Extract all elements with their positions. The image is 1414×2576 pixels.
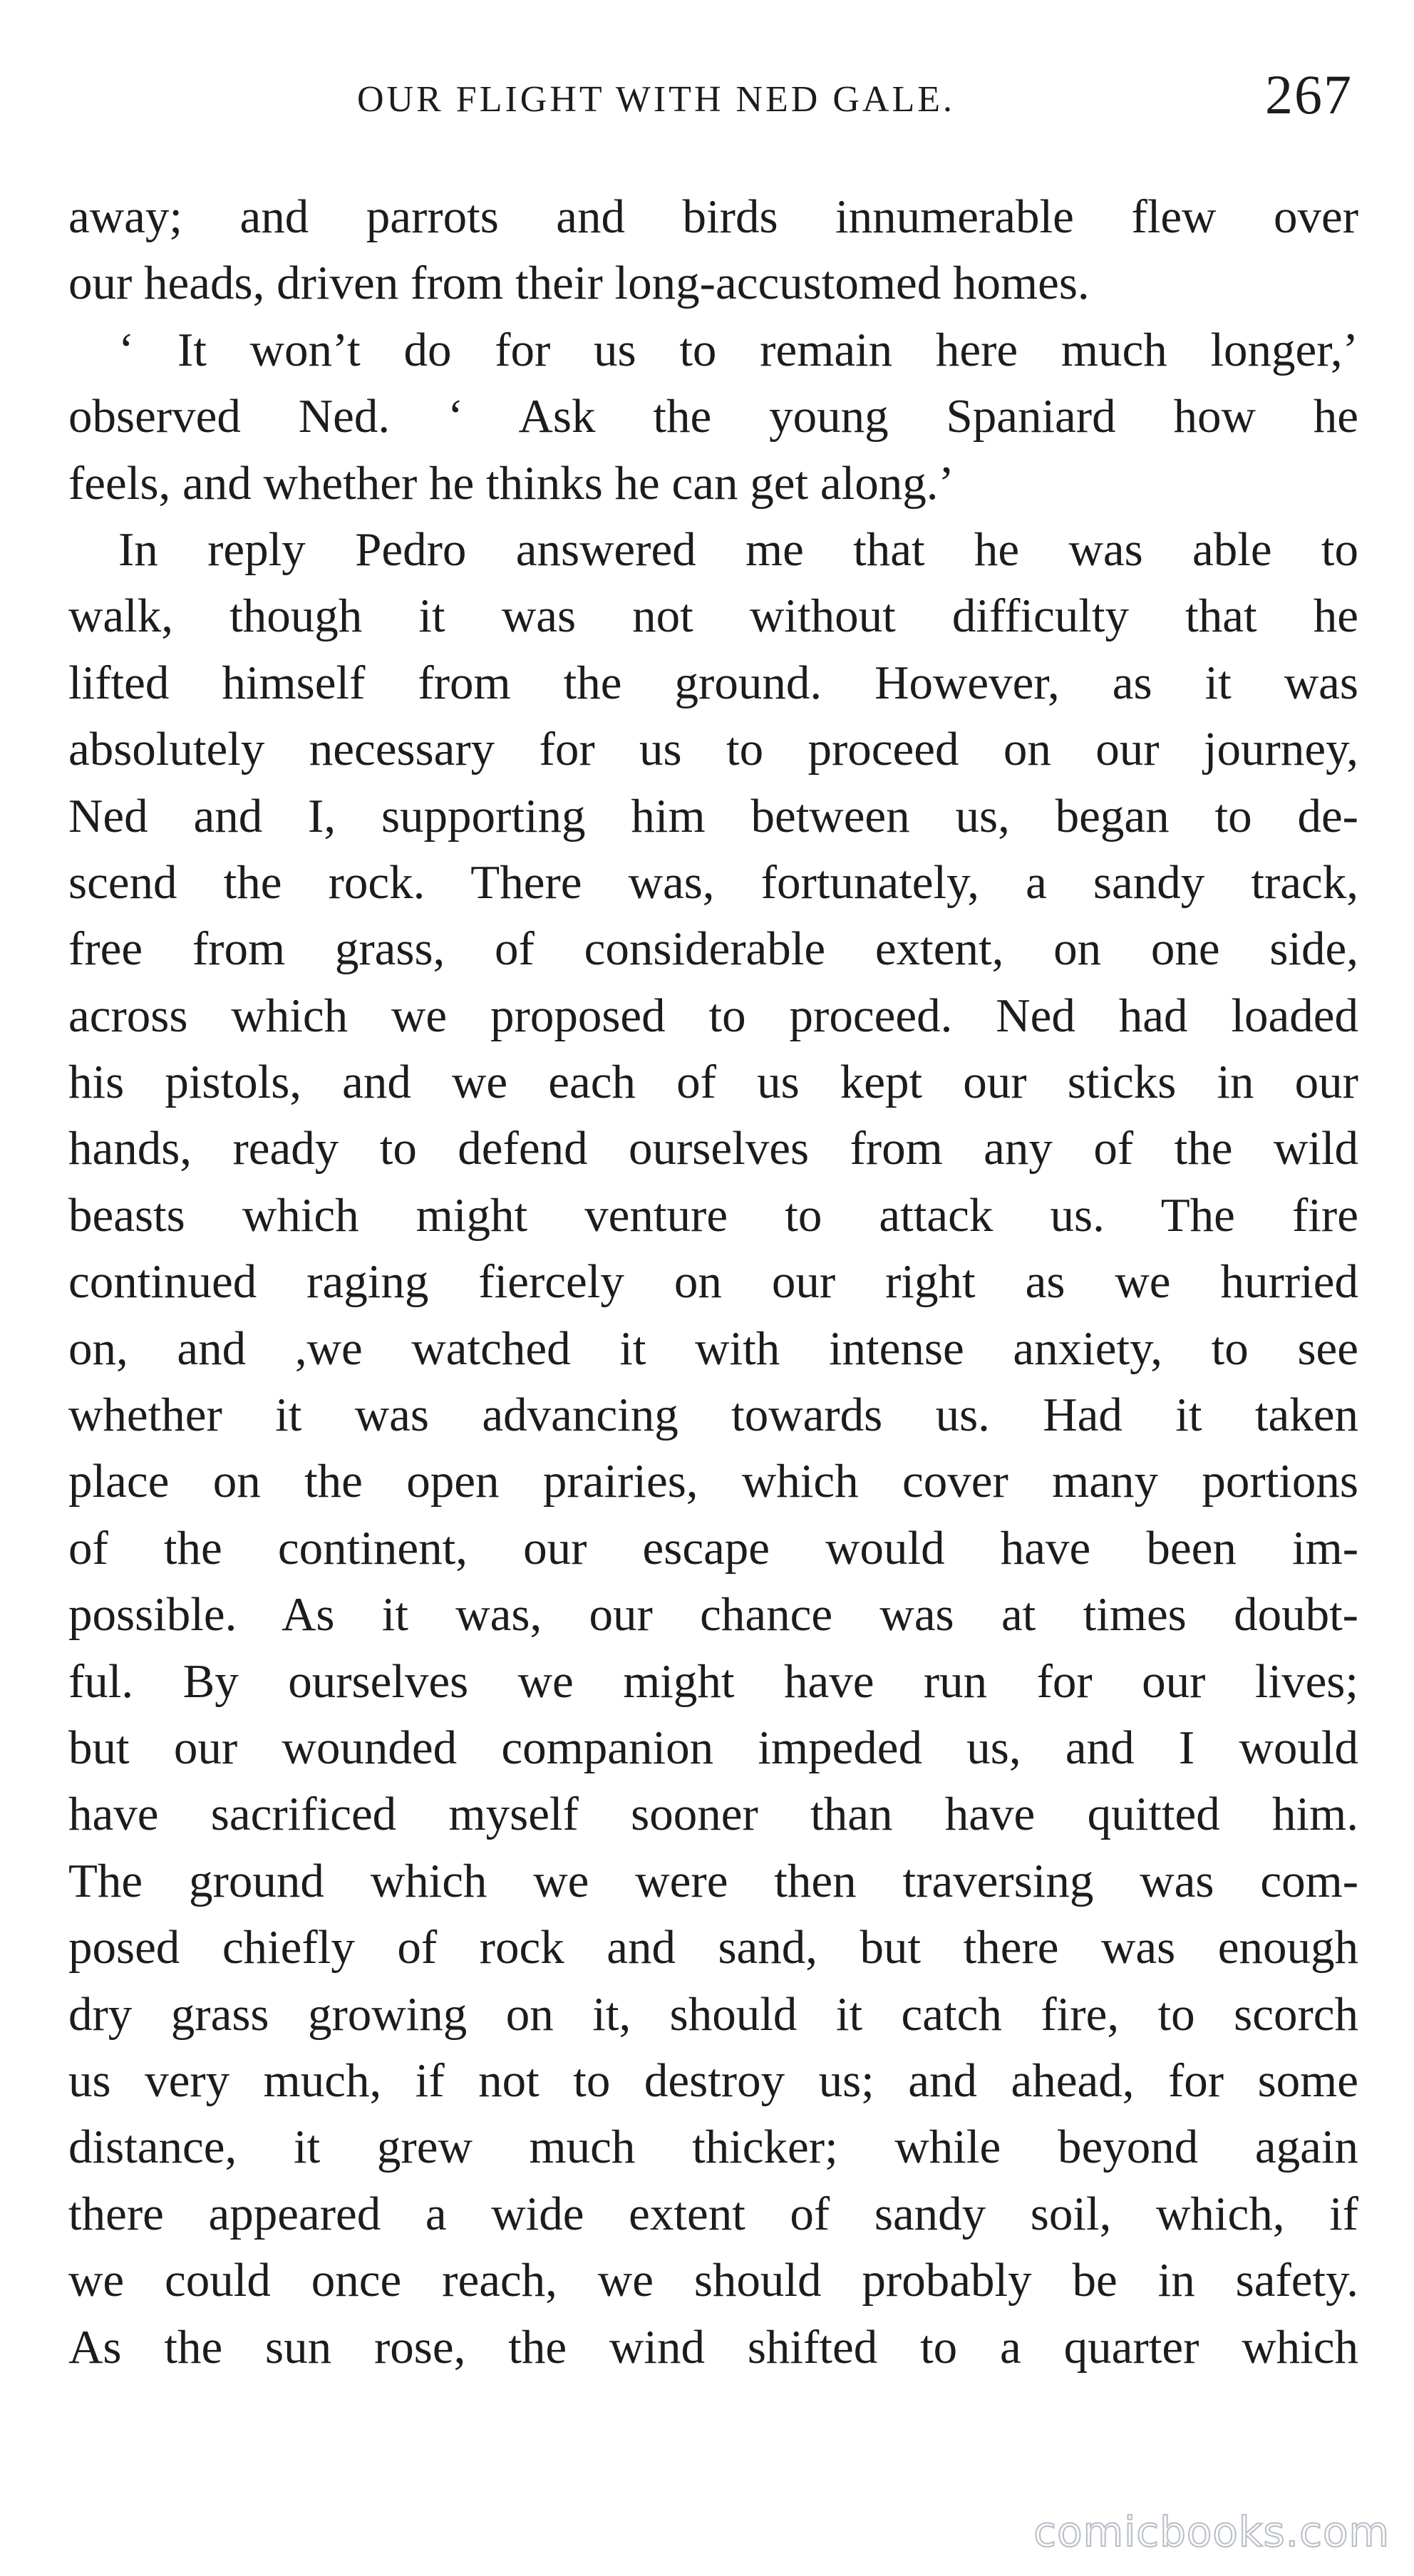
running-head (68, 63, 1358, 141)
text-line: we could once reach, we should probably be in safety. (68, 2254, 1358, 2307)
text-line: across which we proposed to proceed. Ned had loaded (68, 989, 1358, 1042)
text-line: posed chiefly of rock and sand, but there was enough (68, 1921, 1358, 1974)
text-line: In reply Pedro answered me that he was able to (118, 522, 1358, 576)
text-line: there appeared a wide extent of sandy soil, which, if (68, 2187, 1358, 2240)
text-line: us very much, if not to destroy us; and ahead, for some (68, 2054, 1358, 2107)
running-title: OUR FLIGHT WITH NED GALE. (357, 79, 955, 120)
watermark: comicbooks.com (1033, 2508, 1390, 2556)
text-line: continued raging fiercely on our right as we hurried (68, 1255, 1358, 1309)
text-line: on, and ,we watched it with intense anxiety, to see (68, 1322, 1358, 1375)
text-line: our heads, driven from their long-accustomed homes. (68, 257, 1090, 310)
text-line: hands, ready to defend ourselves from any of the wild (68, 1122, 1358, 1175)
text-line: absolutely necessary for us to proceed on our journey, (68, 723, 1358, 776)
text-line: dry grass growing on it, should it catch fire, to scorch (68, 1987, 1358, 2041)
text-line: distance, it grew much thicker; while beyond again (68, 2121, 1358, 2174)
text-line: beasts which might venture to attack us. The fire (68, 1188, 1358, 1242)
text-line: place on the open prairies, which cover many portions (68, 1455, 1358, 1508)
text-line: feels, and whether he thinks he can get along.’ (68, 456, 954, 510)
text-line: whether it was advancing towards us. Had it taken (68, 1389, 1358, 1442)
text-line: ‘ It won’t do for us to remain here much longer,’ (118, 323, 1358, 376)
text-line: his pistols, and we each of us kept our sticks in our (68, 1056, 1358, 1109)
page-number: 267 (1265, 63, 1353, 125)
text-line: observed Ned. ‘ Ask the young Spaniard how he (68, 390, 1358, 443)
body-text (68, 184, 1358, 2381)
text-line: of the continent, our escape would have been im- (68, 1521, 1358, 1575)
text-line: walk, though it was not without difficulty that he (68, 589, 1358, 643)
text-line: The ground which we were then traversing was com- (68, 1854, 1358, 1907)
text-line: ful. By ourselves we might have run for our lives; (68, 1654, 1358, 1708)
text-line: free from grass, of considerable extent, on one side, (68, 922, 1358, 976)
text-line: Ned and I, supporting him between us, began to de- (68, 789, 1358, 843)
text-line: lifted himself from the ground. However, as it was (68, 656, 1358, 709)
text-line: but our wounded companion impeded us, and I would (68, 1721, 1358, 1774)
text-line: have sacrificed myself sooner than have quitted him. (68, 1788, 1358, 1841)
text-line: possible. As it was, our chance was at times doubt- (68, 1588, 1358, 1642)
text-line: away; and parrots and birds innumerable flew over (68, 190, 1358, 243)
text-line: As the sun rose, the wind shifted to a quarter which (68, 2320, 1358, 2374)
text-line: scend the rock. There was, fortunately, a sandy track, (68, 855, 1358, 909)
